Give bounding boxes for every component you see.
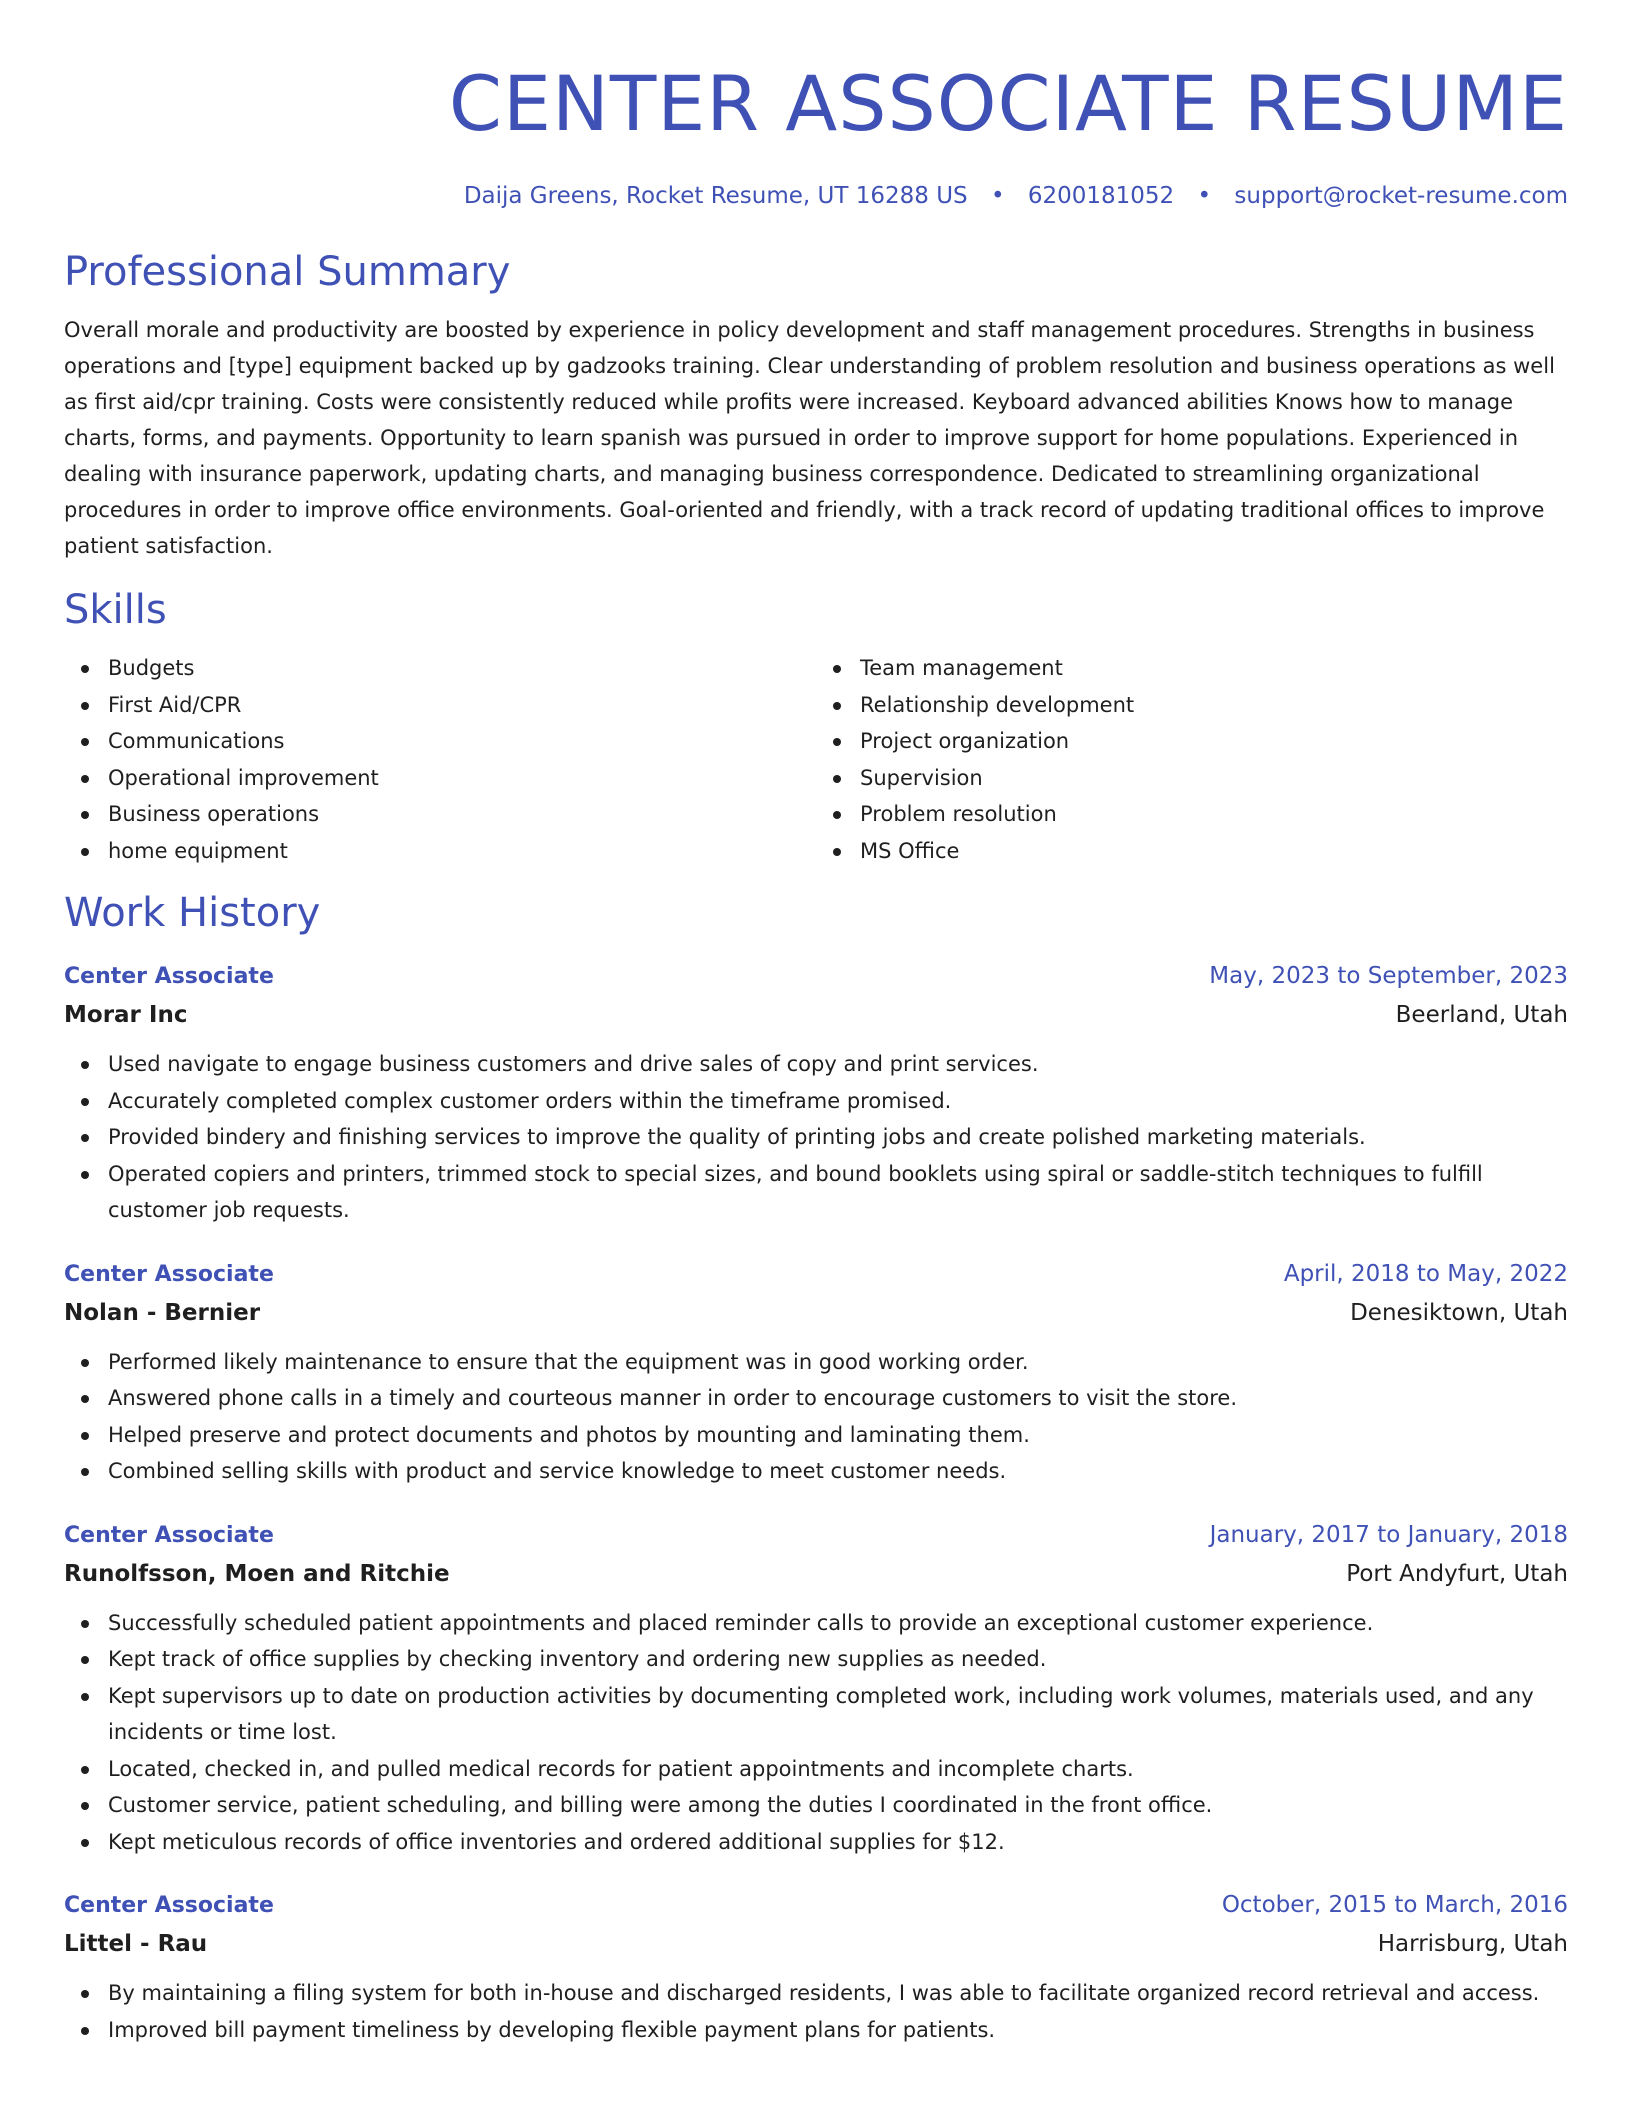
- skill-item: Supervision: [860, 760, 1568, 797]
- company-name: Morar Inc: [64, 1002, 188, 1028]
- job-location: Port Andyfurt, Utah: [1346, 1560, 1568, 1587]
- job-duty-item: Provided bindery and finishing services to improve the quality of printing jobs and create polished marketing materials.: [108, 1119, 1568, 1156]
- job-title: Center Associate: [64, 1522, 274, 1548]
- job-duties-list: [64, 1975, 1568, 2048]
- job-header-row: [64, 1516, 1568, 1555]
- job-dates: October, 2015 to March, 2016: [1221, 1892, 1568, 1918]
- job-duties-list: [64, 1605, 1568, 1861]
- job-dates: May, 2023 to September, 2023: [1209, 963, 1568, 989]
- job-duty-item: Combined selling skills with product and service knowledge to meet customer needs.: [108, 1453, 1568, 1490]
- job-duty-item: Located, checked in, and pulled medical records for patient appointments and incomplete charts.: [108, 1751, 1568, 1788]
- job-location: Harrisburg, Utah: [1377, 1931, 1568, 1957]
- work-history-section: [64, 887, 1568, 2048]
- job-duty-item: Used navigate to engage business customers and drive sales of copy and print services.: [108, 1046, 1568, 1083]
- section-heading-skills: Skills: [64, 587, 167, 633]
- job-header-row: [64, 1886, 1568, 1925]
- skill-item: Budgets: [108, 650, 816, 687]
- job-entry: [64, 1516, 1568, 1861]
- job-duty-item: Accurately completed complex customer orders within the timeframe promised.: [108, 1083, 1568, 1120]
- contact-email[interactable]: support@rocket-resume.com: [1234, 183, 1568, 209]
- skill-item: Problem resolution: [860, 796, 1568, 833]
- company-name: Littel - Rau: [64, 1931, 208, 1957]
- skill-item: Relationship development: [860, 687, 1568, 724]
- job-duty-item: Kept meticulous records of office inventories and ordered additional supplies for $12.: [108, 1824, 1568, 1861]
- job-duty-item: Answered phone calls in a timely and courteous manner in order to encourage customers to visit the store.: [108, 1380, 1568, 1417]
- company-name: Runolfsson, Moen and Ritchie: [64, 1560, 450, 1587]
- job-company-row: [64, 996, 1568, 1034]
- contact-separator: •: [990, 183, 1005, 209]
- professional-summary-section: [64, 246, 1568, 564]
- contact-address: Daija Greens, Rocket Resume, UT 16288 US: [463, 183, 968, 209]
- job-entry: [64, 957, 1568, 1229]
- job-dates: January, 2017 to January, 2018: [1209, 1521, 1568, 1548]
- skills-list-right: [816, 650, 1568, 869]
- job-duty-item: Improved bill payment timeliness by developing flexible payment plans for patients.: [108, 2012, 1568, 2049]
- skill-item: home equipment: [108, 833, 816, 870]
- job-company-row: [64, 1925, 1568, 1963]
- job-duty-item: Successfully scheduled patient appointments and placed reminder calls to provide an exceptional customer experience.: [108, 1605, 1568, 1642]
- skills-list-left: [64, 650, 816, 869]
- job-title: Center Associate: [64, 1261, 274, 1287]
- job-title: Center Associate: [64, 1893, 274, 1918]
- contact-separator: •: [1197, 183, 1212, 209]
- skill-item: First Aid/CPR: [108, 687, 816, 724]
- job-duty-item: By maintaining a filing system for both in-house and discharged residents, I was able to facilitate organized record retrieval and access.: [108, 1975, 1568, 2012]
- job-duty-item: Kept supervisors up to date on production activities by documenting completed work, including work volumes, materials used, and any incidents or time lost.: [108, 1678, 1568, 1751]
- job-header-row: [64, 1255, 1568, 1294]
- job-entry: [64, 1255, 1568, 1490]
- job-duties-list: [64, 1344, 1568, 1490]
- job-duty-item: Kept track of office supplies by checking inventory and ordering new supplies as needed.: [108, 1641, 1568, 1678]
- skill-item: Communications: [108, 723, 816, 760]
- resume-title: CENTER ASSOCIATE RESUME: [448, 59, 1568, 148]
- job-duty-item: Performed likely maintenance to ensure that the equipment was in good working order.: [108, 1344, 1568, 1381]
- job-duty-item: Helped preserve and protect documents and photos by mounting and laminating them.: [108, 1417, 1568, 1454]
- job-duty-item: Operated copiers and printers, trimmed stock to special sizes, and bound booklets using spiral or saddle-stitch techniques to fulfill customer job requests.: [108, 1156, 1568, 1229]
- job-duties-list: [64, 1046, 1568, 1229]
- summary-text: Overall morale and productivity are boosted by experience in policy development and staff management procedures. Strengths in business operations and [type] equipment backed up by gadzooks training. Clear understanding of problem resolution and business operations as well as first aid/cpr training. Costs were consistently reduced while profits were increased. Keyboard advanced abilities Knows how to manage charts, forms, and payments. Opportunity to learn spanish was pursued in order to improve support for home populations. Experienced in dealing with insurance paperwork, updating charts, and managing business correspondence. Dedicated to streamlining organizational procedures in order to improve office environments. Goal-oriented and friendly, with a track record of updating traditional offices to improve patient satisfaction.: [64, 318, 1555, 558]
- skills-section: [64, 584, 1568, 869]
- job-location: Denesiktown, Utah: [1350, 1299, 1568, 1326]
- skill-item: Project organization: [860, 723, 1568, 760]
- job-dates: April, 2018 to May, 2022: [1283, 1260, 1568, 1287]
- job-company-row: [64, 1294, 1568, 1332]
- job-duty-item: Customer service, patient scheduling, and billing were among the duties I coordinated in the front office.: [108, 1787, 1568, 1824]
- skill-item: Business operations: [108, 796, 816, 833]
- job-header-row: [64, 957, 1568, 996]
- skill-item: Team management: [860, 650, 1568, 687]
- skills-grid: [64, 650, 1568, 869]
- job-location: Beerland, Utah: [1395, 1002, 1568, 1028]
- skill-item: Operational improvement: [108, 760, 816, 797]
- company-name: Nolan - Bernier: [64, 1299, 261, 1326]
- section-heading-work-history: Work History: [64, 890, 321, 936]
- job-title: Center Associate: [64, 964, 274, 989]
- job-company-row: [64, 1555, 1568, 1593]
- contact-info: [64, 180, 1568, 212]
- section-heading-summary: Professional Summary: [64, 249, 511, 295]
- contact-phone: 6200181052: [1027, 183, 1175, 209]
- job-entry: [64, 1886, 1568, 2048]
- skill-item: MS Office: [860, 833, 1568, 870]
